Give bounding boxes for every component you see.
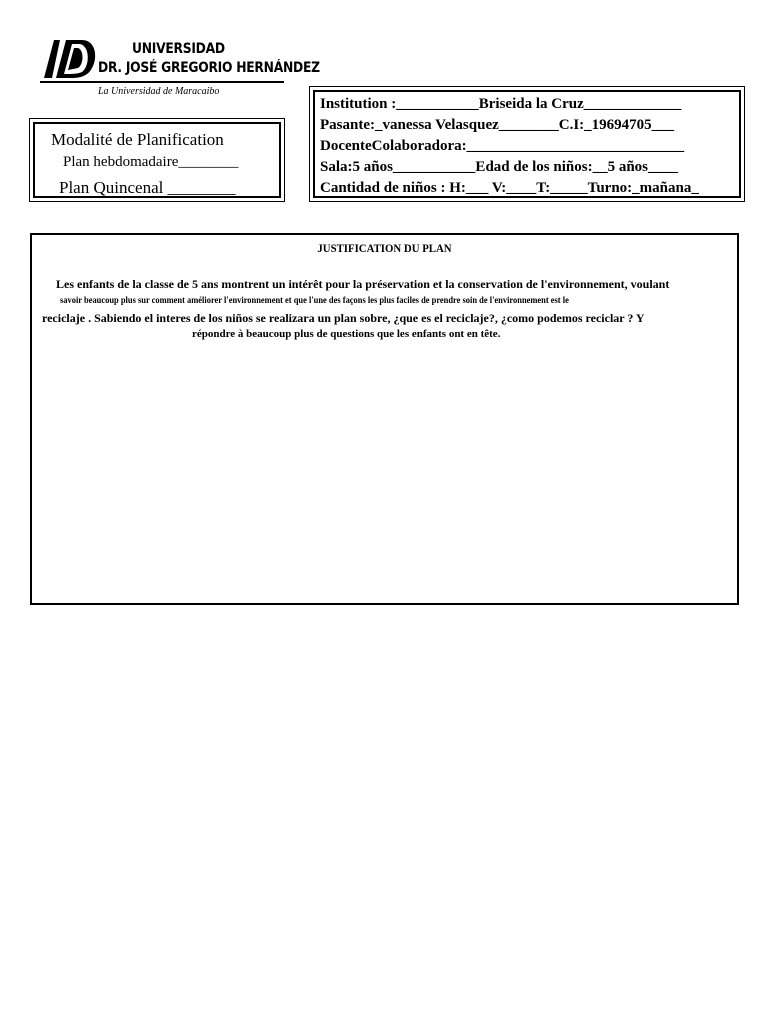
logo-university-word: UNIVERSIDAD (132, 41, 225, 57)
justification-line-3: reciclaje . Sabiendo el interes de los niños se realizara un plan sobre, ¿que es el reciclaje?, ¿como podemos reciclar ? Y (42, 311, 645, 325)
plan-hebdomadaire-field: Plan hebdomadaire________ (63, 154, 239, 170)
plan-quincenal-field: Plan Quincenal ________ (59, 178, 236, 197)
modalite-title: Modalité de Planification (51, 130, 224, 149)
cantidad-field: Cantidad de niños : H:___ V:____T:_____Turno:_mañana_ (320, 180, 699, 196)
logo-university-name: DR. JOSÉ GREGORIO HERNÁNDEZ (98, 60, 320, 76)
justification-box (30, 233, 739, 605)
university-emblem-icon (42, 38, 98, 82)
info-box-inner (313, 90, 741, 198)
justification-line-2: savoir beaucoup plus sur comment améliorer l'environnement et que l'une des façons les plus faciles de prendre soin de l'environnement est le (60, 295, 569, 306)
info-box (309, 86, 745, 202)
logo-divider (40, 81, 284, 83)
justification-line-1: Les enfants de la classe de 5 ans montrent un intérêt pour la préservation et la conservation de l'environnement, voulant (56, 277, 670, 291)
docente-field: DocenteColaboradora:_____________________________ (320, 138, 685, 154)
justification-title: JUSTIFICATION DU PLAN (317, 241, 452, 255)
logo-tagline: La Universidad de Maracaibo (98, 86, 220, 97)
institution-field: Institution :___________Briseida la Cruz_____________ (320, 96, 682, 112)
university-logo (40, 36, 320, 102)
pasante-field: Pasante:_vanessa Velasquez________C.I:_19694705___ (320, 117, 675, 133)
modalite-box-inner (33, 122, 281, 198)
sala-field: Sala:5 años___________Edad de los niños:__5 años____ (320, 159, 678, 175)
modalite-box (29, 118, 285, 202)
justification-line-4: répondre à beaucoup plus de questions que les enfants ont en tête. (192, 328, 501, 340)
